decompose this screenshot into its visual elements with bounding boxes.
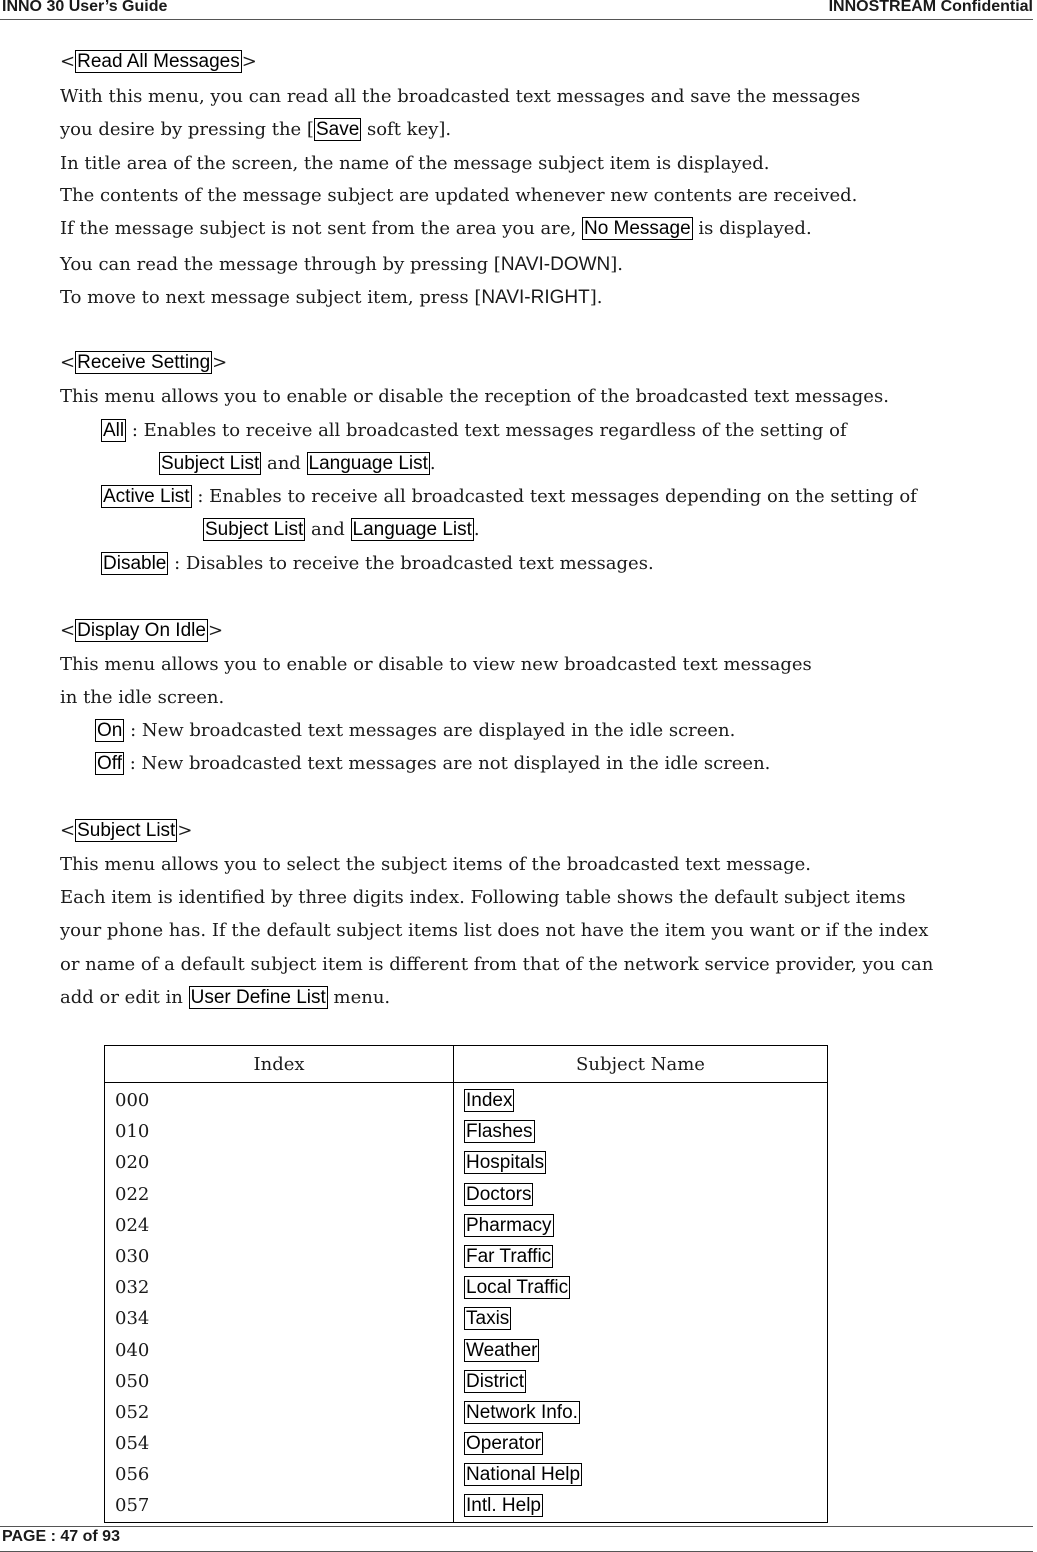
confidential-label: INNOSTREAM Confidential [828, 0, 1033, 15]
paragraph-line: Each item is identified by three digits index. Following table shows the default subject items [60, 887, 906, 908]
option-disable: Disable : Disables to receive the broadcasted text messages. [103, 553, 654, 574]
table-cell-index: 024 [115, 1214, 150, 1236]
paragraph-line: in the idle screen. [60, 687, 225, 708]
column-header-index: Index [105, 1046, 454, 1083]
user-define-list-label: User Define List [190, 987, 326, 1008]
paragraph-line: This menu allows you to enable or disable to view new broadcasted text messages [60, 654, 812, 675]
table-cell-index: 000 [115, 1090, 150, 1111]
option-all: All : Enables to receive all broadcasted text messages regardless of the setting of [103, 420, 847, 441]
page-header [0, 0, 1033, 20]
table-cell-index: 054 [115, 1433, 150, 1455]
page-number: PAGE : 47 of 93 [2, 1528, 120, 1545]
paragraph-line: To move to next message subject item, press [NAVI-RIGHT]. [60, 287, 603, 308]
option-all-cont: Subject List and Language List . [161, 453, 436, 474]
paragraph-line: add or edit in User Define List menu. [60, 987, 391, 1008]
table-cell-subject-name: Local Traffic [466, 1277, 569, 1299]
page-footer [0, 1526, 1033, 1552]
table-cell-index: 032 [115, 1277, 150, 1299]
table-cell-index: 010 [115, 1121, 150, 1143]
paragraph-line: With this menu, you can read all the broadcasted text messages and save the messages [60, 86, 861, 107]
section-heading-receive-setting: < Receive Setting > [60, 352, 228, 373]
index-column [115, 1083, 453, 1522]
table-cell-subject-name: Far Traffic [466, 1245, 552, 1267]
table-cell-subject-name: Operator [466, 1433, 541, 1455]
section-heading-display-on-idle: < Display On Idle > [60, 620, 224, 641]
table-cell-subject-name: Flashes [466, 1121, 533, 1143]
table-cell-index: 040 [115, 1339, 150, 1361]
table-cell-subject-name: National Help [466, 1464, 581, 1486]
table-cell-subject-name: Network Info. [466, 1401, 578, 1423]
subject-table [104, 1045, 828, 1523]
paragraph-line: This menu allows you to enable or disable the reception of the broadcasted text messages. [60, 386, 889, 407]
table-cell-index: 050 [115, 1370, 150, 1392]
save-softkey-label: Save [315, 119, 360, 140]
table-cell-index: 057 [115, 1495, 150, 1517]
paragraph-line: In title area of the screen, the name of the message subject item is displayed. [60, 153, 770, 174]
key-navi-down: NAVI-DOWN [500, 254, 611, 275]
table-cell-index: 022 [115, 1183, 150, 1205]
paragraph-line: You can read the message through by pressing [NAVI-DOWN]. [60, 254, 624, 275]
table-cell-subject-name: District [466, 1370, 525, 1392]
table-cell-index: 056 [115, 1464, 150, 1486]
table-cell-index: 030 [115, 1245, 150, 1267]
table-cell-subject-name: Hospitals [466, 1152, 545, 1174]
section-heading-subject-list: < Subject List > [60, 820, 193, 841]
subject-name-column [464, 1083, 827, 1522]
paragraph-line: If the message subject is not sent from the area you are, No Message is displayed. [60, 218, 812, 239]
column-header-subject-name: Subject Name [454, 1046, 828, 1083]
key-navi-right: NAVI-RIGHT [481, 287, 590, 308]
table-cell-subject-name: Taxis [466, 1308, 510, 1330]
section-heading-read-all: < Read All Messages > [60, 51, 257, 72]
option-off: Off : New broadcasted text messages are not displayed in the idle screen. [97, 753, 771, 774]
no-message-label: No Message [583, 218, 691, 239]
table-cell-subject-name: Weather [466, 1339, 538, 1361]
paragraph-line: your phone has. If the default subject items list does not have the item you want or if the index [60, 920, 929, 941]
option-on: On : New broadcasted text messages are displayed in the idle screen. [97, 720, 736, 741]
paragraph-line: you desire by pressing the [ Save soft key]. [60, 119, 452, 140]
table-cell-index: 020 [115, 1152, 150, 1174]
table-cell-index: 034 [115, 1308, 150, 1330]
table-cell-subject-name: Pharmacy [466, 1214, 552, 1236]
option-active-list-cont: Subject List and Language List . [205, 519, 480, 540]
table-cell-subject-name: Index [466, 1090, 513, 1111]
table-cell-subject-name: Intl. Help [466, 1495, 541, 1517]
table-cell-index: 052 [115, 1401, 150, 1423]
paragraph-line: This menu allows you to select the subject items of the broadcasted text message. [60, 854, 811, 875]
paragraph-line: or name of a default subject item is different from that of the network service provider, you can [60, 954, 934, 975]
table-cell-subject-name: Doctors [466, 1183, 532, 1205]
doc-title: INNO 30 User’s Guide [2, 0, 168, 15]
option-active-list: Active List : Enables to receive all broadcasted text messages depending on the setting of [103, 486, 917, 507]
paragraph-line: The contents of the message subject are updated whenever new contents are received. [60, 185, 858, 206]
